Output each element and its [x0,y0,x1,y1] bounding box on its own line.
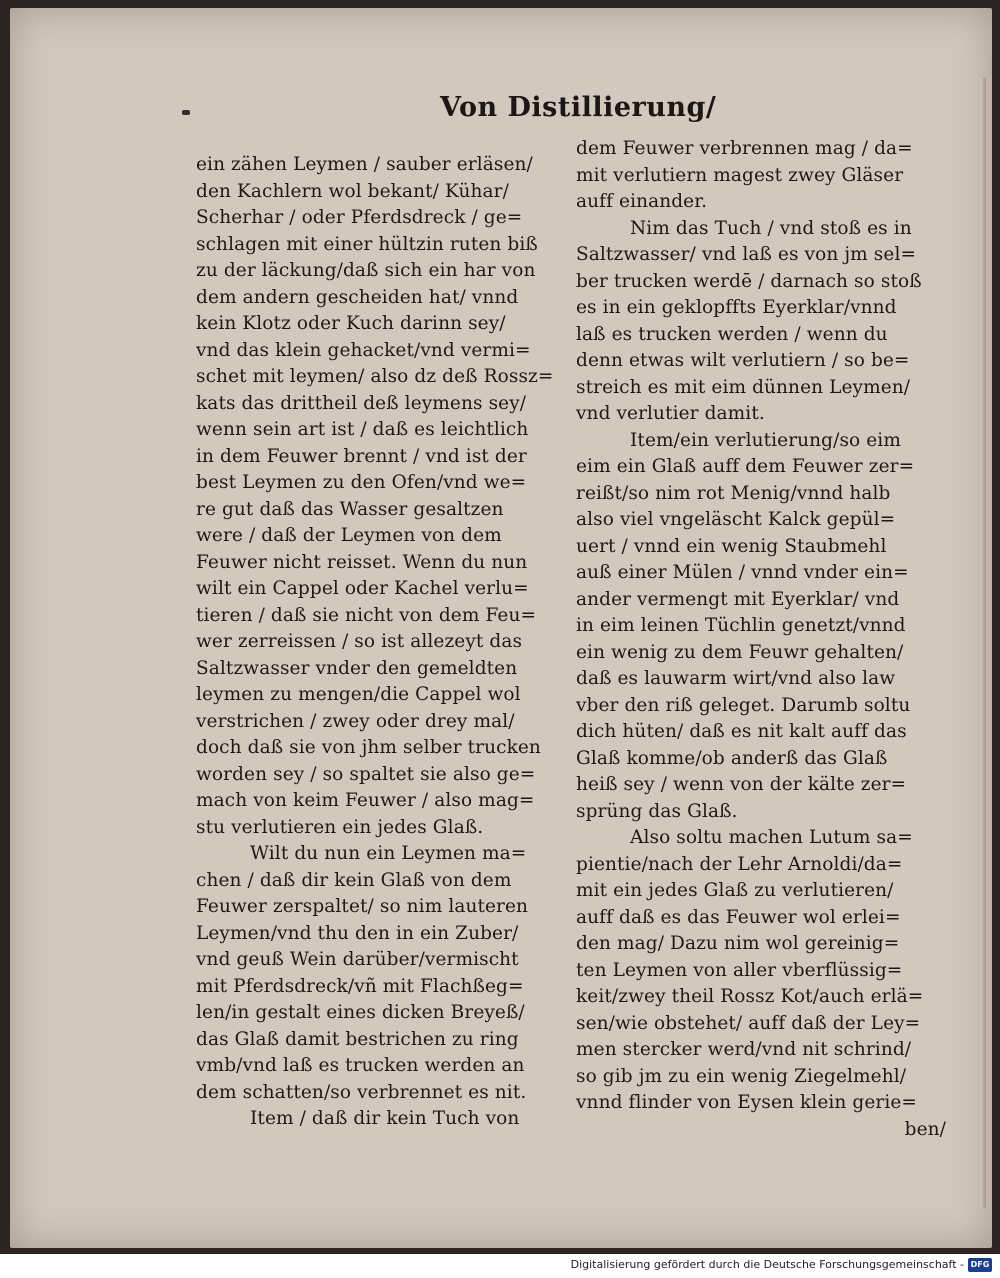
left-column-line: kein Klotz oder Kuch darinn sey/ [196,313,506,334]
left-column-line: mach von keim Feuwer / also mag= [196,790,535,811]
left-column-line: Item / daß dir kein Tuch von [250,1108,520,1129]
left-column-line: wer zerreissen / so ist allezeyt das [196,631,523,652]
left-column-line: were / daß der Leymen von dem [196,525,502,546]
left-column-line: worden sey / so spaltet sie also ge= [196,763,536,785]
right-column-line: laß es trucken werden / wenn du [576,323,888,345]
left-column-line: schet mit leymen/ also dz deß Rossz= [196,366,554,387]
left-column-line: best Leymen zu den Ofen/vnd we= [196,472,527,493]
left-column-line: vnd geuß Wein darüber/vermischt [196,949,519,970]
left-column-line: len/in gestalt eines dicken Breyeß/ [196,1002,525,1023]
right-column-line: den mag/ Dazu nim wol gereinig= [576,933,900,954]
right-column-line: es in ein geklopffts Eyerklar/vnnd [576,297,897,318]
right-column-line: dich hüten/ daß es nit kalt auff das [576,721,907,742]
left-column-line: vnd das klein gehacket/vnd vermi= [196,339,531,361]
right-column-line: men stercker werd/vnd nit schrind/ [576,1039,912,1060]
left-column-line: vmb/vnd laß es trucken werden an [196,1055,525,1076]
left-column-line: verstrichen / zwey oder drey mal/ [196,710,515,732]
running-header: Von Distillierung/ [440,92,717,123]
left-column-line: Leymen/vnd thu den in ein Zuber/ [196,922,519,944]
right-column-line: Glaß komme/ob anderß das Glaß [576,747,888,769]
left-column-line: Wilt du nun ein Leymen ma= [250,843,527,864]
left-column-line: leymen zu mengen/die Cappel wol [196,684,521,705]
right-column-line: Also soltu machen Lutum sa= [630,827,913,848]
left-column-line: den Kachlern wol bekant/ Kühar/ [196,180,509,202]
left-column-line: wenn sein art ist / daß es leichtlich [196,419,529,440]
right-column-line: Saltzwasser/ vnd laß es von jm sel= [576,244,917,265]
right-column-line: reißt/so nim rot Menig/vnnd halb [576,482,891,504]
right-column-line: sen/wie obstehet/ auff daß der Ley= [576,1012,921,1034]
right-column-line: sprüng das Glaß. [576,800,738,822]
left-column-line: re gut daß das Wasser gesaltzen [196,498,504,520]
left-column-line: Scherhar / oder Pferdsdreck / ge= [196,207,523,228]
right-column-line: ber trucken werdē / darnach so stoß [576,270,922,292]
right-column-line: eim ein Glaß auff dem Feuwer zer= [576,456,915,477]
right-column-line: ander vermengt mit Eyerklar/ vnd [576,588,900,610]
right-column-line: auff einander. [576,191,708,212]
funding-credit: Digitalisierung gefördert durch die Deutsche Forschungsgemeinschaft - [570,1258,964,1271]
left-column-line: wilt ein Cappel oder Kachel verlu= [196,578,529,599]
right-column-line: ein wenig zu dem Feuwr gehalten/ [576,641,904,663]
book-page [10,8,992,1248]
right-column-line: vber den riß geleget. Darumb soltu [576,694,911,716]
right-column-line: streich es mit eim dünnen Leymen/ [576,376,911,398]
right-column-line: dem Feuwer verbrennen mag / da= [576,138,913,159]
right-column-line: mit verlutiern magest zwey Gläser [576,164,904,186]
right-column-line: daß es lauwarm wirt/vnd also law [576,668,896,689]
right-column-line: ten Leymen von aller vberflüssig= [576,959,903,981]
right-column-line: auff daß es das Feuwer wol erlei= [576,906,901,928]
dfg-logo: DFG [968,1258,992,1272]
left-text-column [196,152,588,1133]
right-column-line: so gib jm zu ein wenig Ziegelmehl/ [576,1065,907,1087]
left-column-line: tieren / daß sie nicht von dem Feu= [196,604,537,626]
right-column-line: in eim leinen Tüchlin genetzt/vnnd [576,615,906,636]
left-column-line: Feuwer zerspaltet/ so nim lauteren [196,896,529,917]
right-column-line: keit/zwey theil Rossz Kot/auch erlä= [576,986,924,1007]
left-column-line: dem andern gescheiden hat/ vnnd [196,286,519,308]
right-column-line: pientie/nach der Lehr Arnoldi/da= [576,853,903,875]
left-column-line: in dem Feuwer brennt / vnd ist der [196,445,527,467]
left-column-line: schlagen mit einer hültzin ruten biß [196,233,538,255]
right-column-line: also viel vngeläscht Kalck gepül= [576,509,896,530]
right-column-line: vnnd flinder von Eysen klein gerie= [576,1092,917,1113]
footer-bar [0,1254,1000,1278]
right-column-line: denn etwas wilt verlutiern / so be= [576,350,910,371]
left-column-line: dem schatten/so verbrennet es nit. [196,1081,527,1103]
left-column-line: zu der läckung/daß sich ein har von [196,260,536,281]
right-column-line: Nim das Tuch / vnd stoß es in [630,217,912,239]
right-column-line: heiß sey / wenn von der kälte zer= [576,774,907,795]
ink-mark [182,110,190,115]
right-column-line: uert / vnnd ein wenig Staubmehl [576,535,887,557]
right-column-line: vnd verlutier damit. [576,403,765,424]
right-column-line: ben/ [904,1118,946,1140]
left-column-line: Saltzwasser vnder den gemeldten [196,657,518,679]
left-column-line: doch daß sie von jhm selber trucken [196,737,541,758]
left-column-line: ein zähen Leymen / sauber erläsen/ [196,154,533,175]
left-column-line: chen / daß dir kein Glaß von dem [196,869,512,891]
right-column-line: auß einer Mülen / vnnd vnder ein= [576,562,909,583]
right-column-line: mit ein jedes Glaß zu verlutieren/ [576,880,894,901]
right-text-column [576,136,956,1143]
left-column-line: das Glaß damit bestrichen zu ring [196,1028,519,1050]
page-gutter-shadow [980,78,986,1208]
left-column-line: mit Pferdsdreck/vñ mit Flachßeg= [196,975,524,997]
right-column-line: Item/ein verlutierung/so eim [630,429,901,451]
left-column-line: stu verlutieren ein jedes Glaß. [196,816,484,838]
left-column-line: kats das drittheil deß leymens sey/ [196,392,527,414]
left-column-line: Feuwer nicht reisset. Wenn du nun [196,551,528,573]
